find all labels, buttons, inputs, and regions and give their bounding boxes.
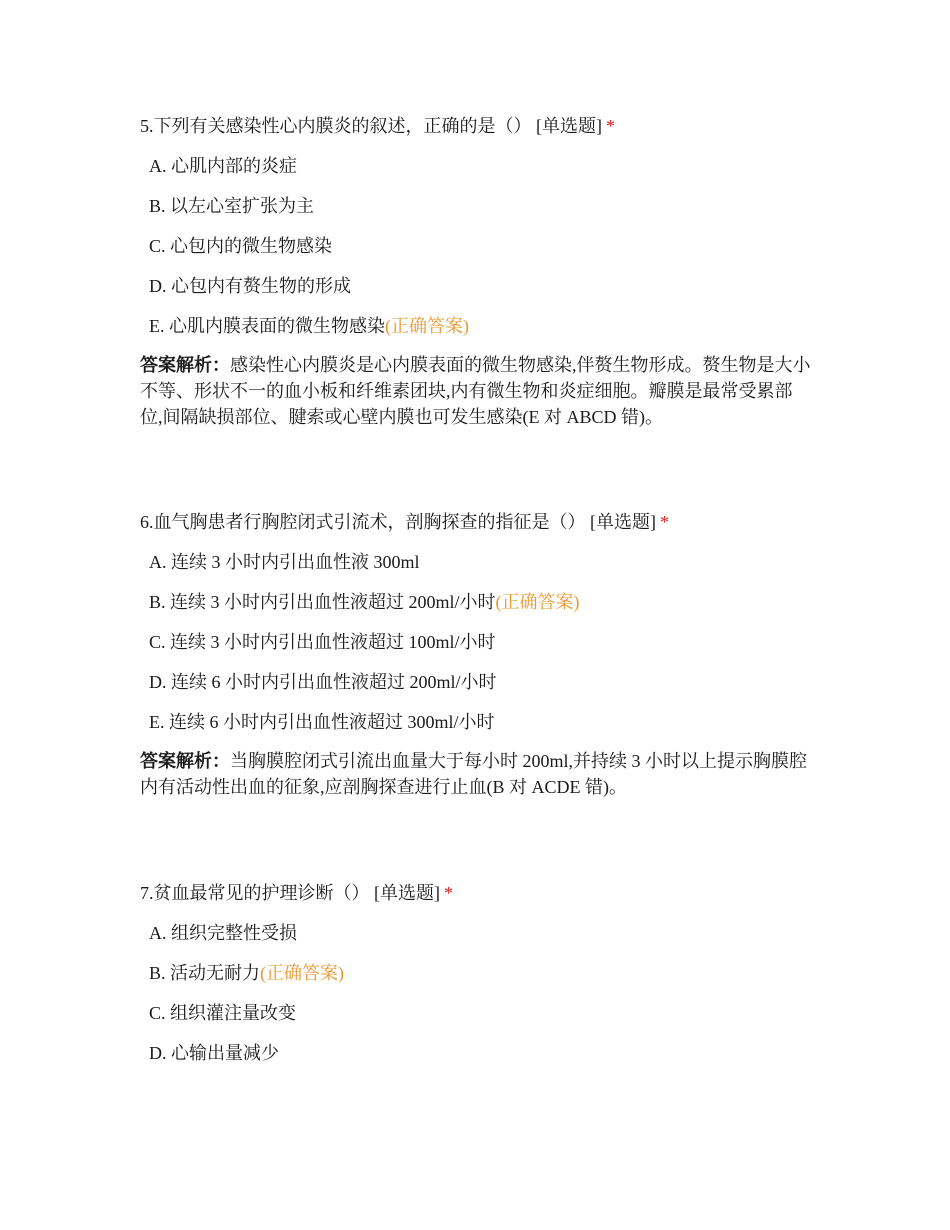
option-a [149, 544, 820, 584]
option-text: C. 连续 3 小时内引出血性液超过 100ml/小时 [149, 632, 496, 652]
option-c [149, 995, 820, 1035]
option-c [149, 624, 820, 664]
option-a [149, 915, 820, 955]
question-title-text: 7.贫血最常见的护理诊断（） [单选题] [140, 883, 440, 903]
option-text: A. 连续 3 小时内引出血性液 300ml [149, 552, 420, 572]
question-7 [140, 881, 820, 1075]
analysis-label: 答案解析： [140, 355, 230, 375]
options-list [140, 544, 820, 744]
option-text: B. 连续 3 小时内引出血性液超过 200ml/小时 [149, 592, 496, 612]
analysis-label: 答案解析： [140, 751, 230, 771]
option-text: B. 活动无耐力 [149, 963, 261, 983]
option-b [149, 584, 820, 624]
required-mark: * [444, 883, 453, 903]
required-mark: * [660, 512, 669, 532]
option-b [149, 955, 820, 995]
options-list [140, 148, 820, 348]
option-a [149, 148, 820, 188]
options-list [140, 915, 820, 1075]
option-d [149, 268, 820, 308]
question-title [140, 114, 820, 138]
question-title [140, 510, 820, 534]
option-e [149, 704, 820, 744]
option-text: E. 连续 6 小时内引出血性液超过 300ml/小时 [149, 712, 495, 732]
option-b [149, 188, 820, 228]
question-title-text: 6.血气胸患者行胸腔闭式引流术，剖胸探查的指征是（） [单选题] [140, 512, 656, 532]
option-text: D. 心包内有赘生物的形成 [149, 276, 351, 296]
option-d [149, 1035, 820, 1075]
option-e [149, 308, 820, 348]
answer-analysis [140, 352, 812, 430]
option-text: C. 心包内的微生物感染 [149, 236, 333, 256]
option-text: D. 连续 6 小时内引出血性液超过 200ml/小时 [149, 672, 497, 692]
option-text: C. 组织灌注量改变 [149, 1003, 297, 1023]
correct-answer-tag: (正确答案) [495, 592, 580, 612]
option-text: E. 心肌内膜表面的微生物感染 [149, 316, 385, 336]
option-text: B. 以左心室扩张为主 [149, 196, 315, 216]
option-d [149, 664, 820, 704]
option-text: A. 心肌内部的炎症 [149, 156, 297, 176]
question-title [140, 881, 820, 905]
required-mark: * [606, 116, 615, 136]
question-5 [140, 114, 820, 430]
answer-analysis [140, 748, 812, 800]
option-text: D. 心输出量减少 [149, 1043, 279, 1063]
correct-answer-tag: (正确答案) [385, 316, 469, 336]
option-text: A. 组织完整性受损 [149, 923, 297, 943]
question-6 [140, 510, 820, 800]
correct-answer-tag: (正确答案) [260, 963, 345, 983]
question-title-text: 5.下列有关感染性心内膜炎的叙述，正确的是（） [单选题] [140, 116, 602, 136]
analysis-text: 感染性心内膜炎是心内膜表面的微生物感染,伴赘生物形成。赘生物是大小不等、形状不一的血小板和纤维素团块,内有微生物和炎症细胞。瓣膜是最常受累部位,间隔缺损部位、腱索或心壁内膜也可发生感染(E 对 ABCD 错)。 [140, 355, 811, 427]
analysis-text: 当胸膜腔闭式引流出血量大于每小时 200ml,并持续 3 小时以上提示胸膜腔内有活动性出血的征象,应剖胸探查进行止血(B 对 ACDE 错)。 [140, 751, 807, 797]
option-c [149, 228, 820, 268]
